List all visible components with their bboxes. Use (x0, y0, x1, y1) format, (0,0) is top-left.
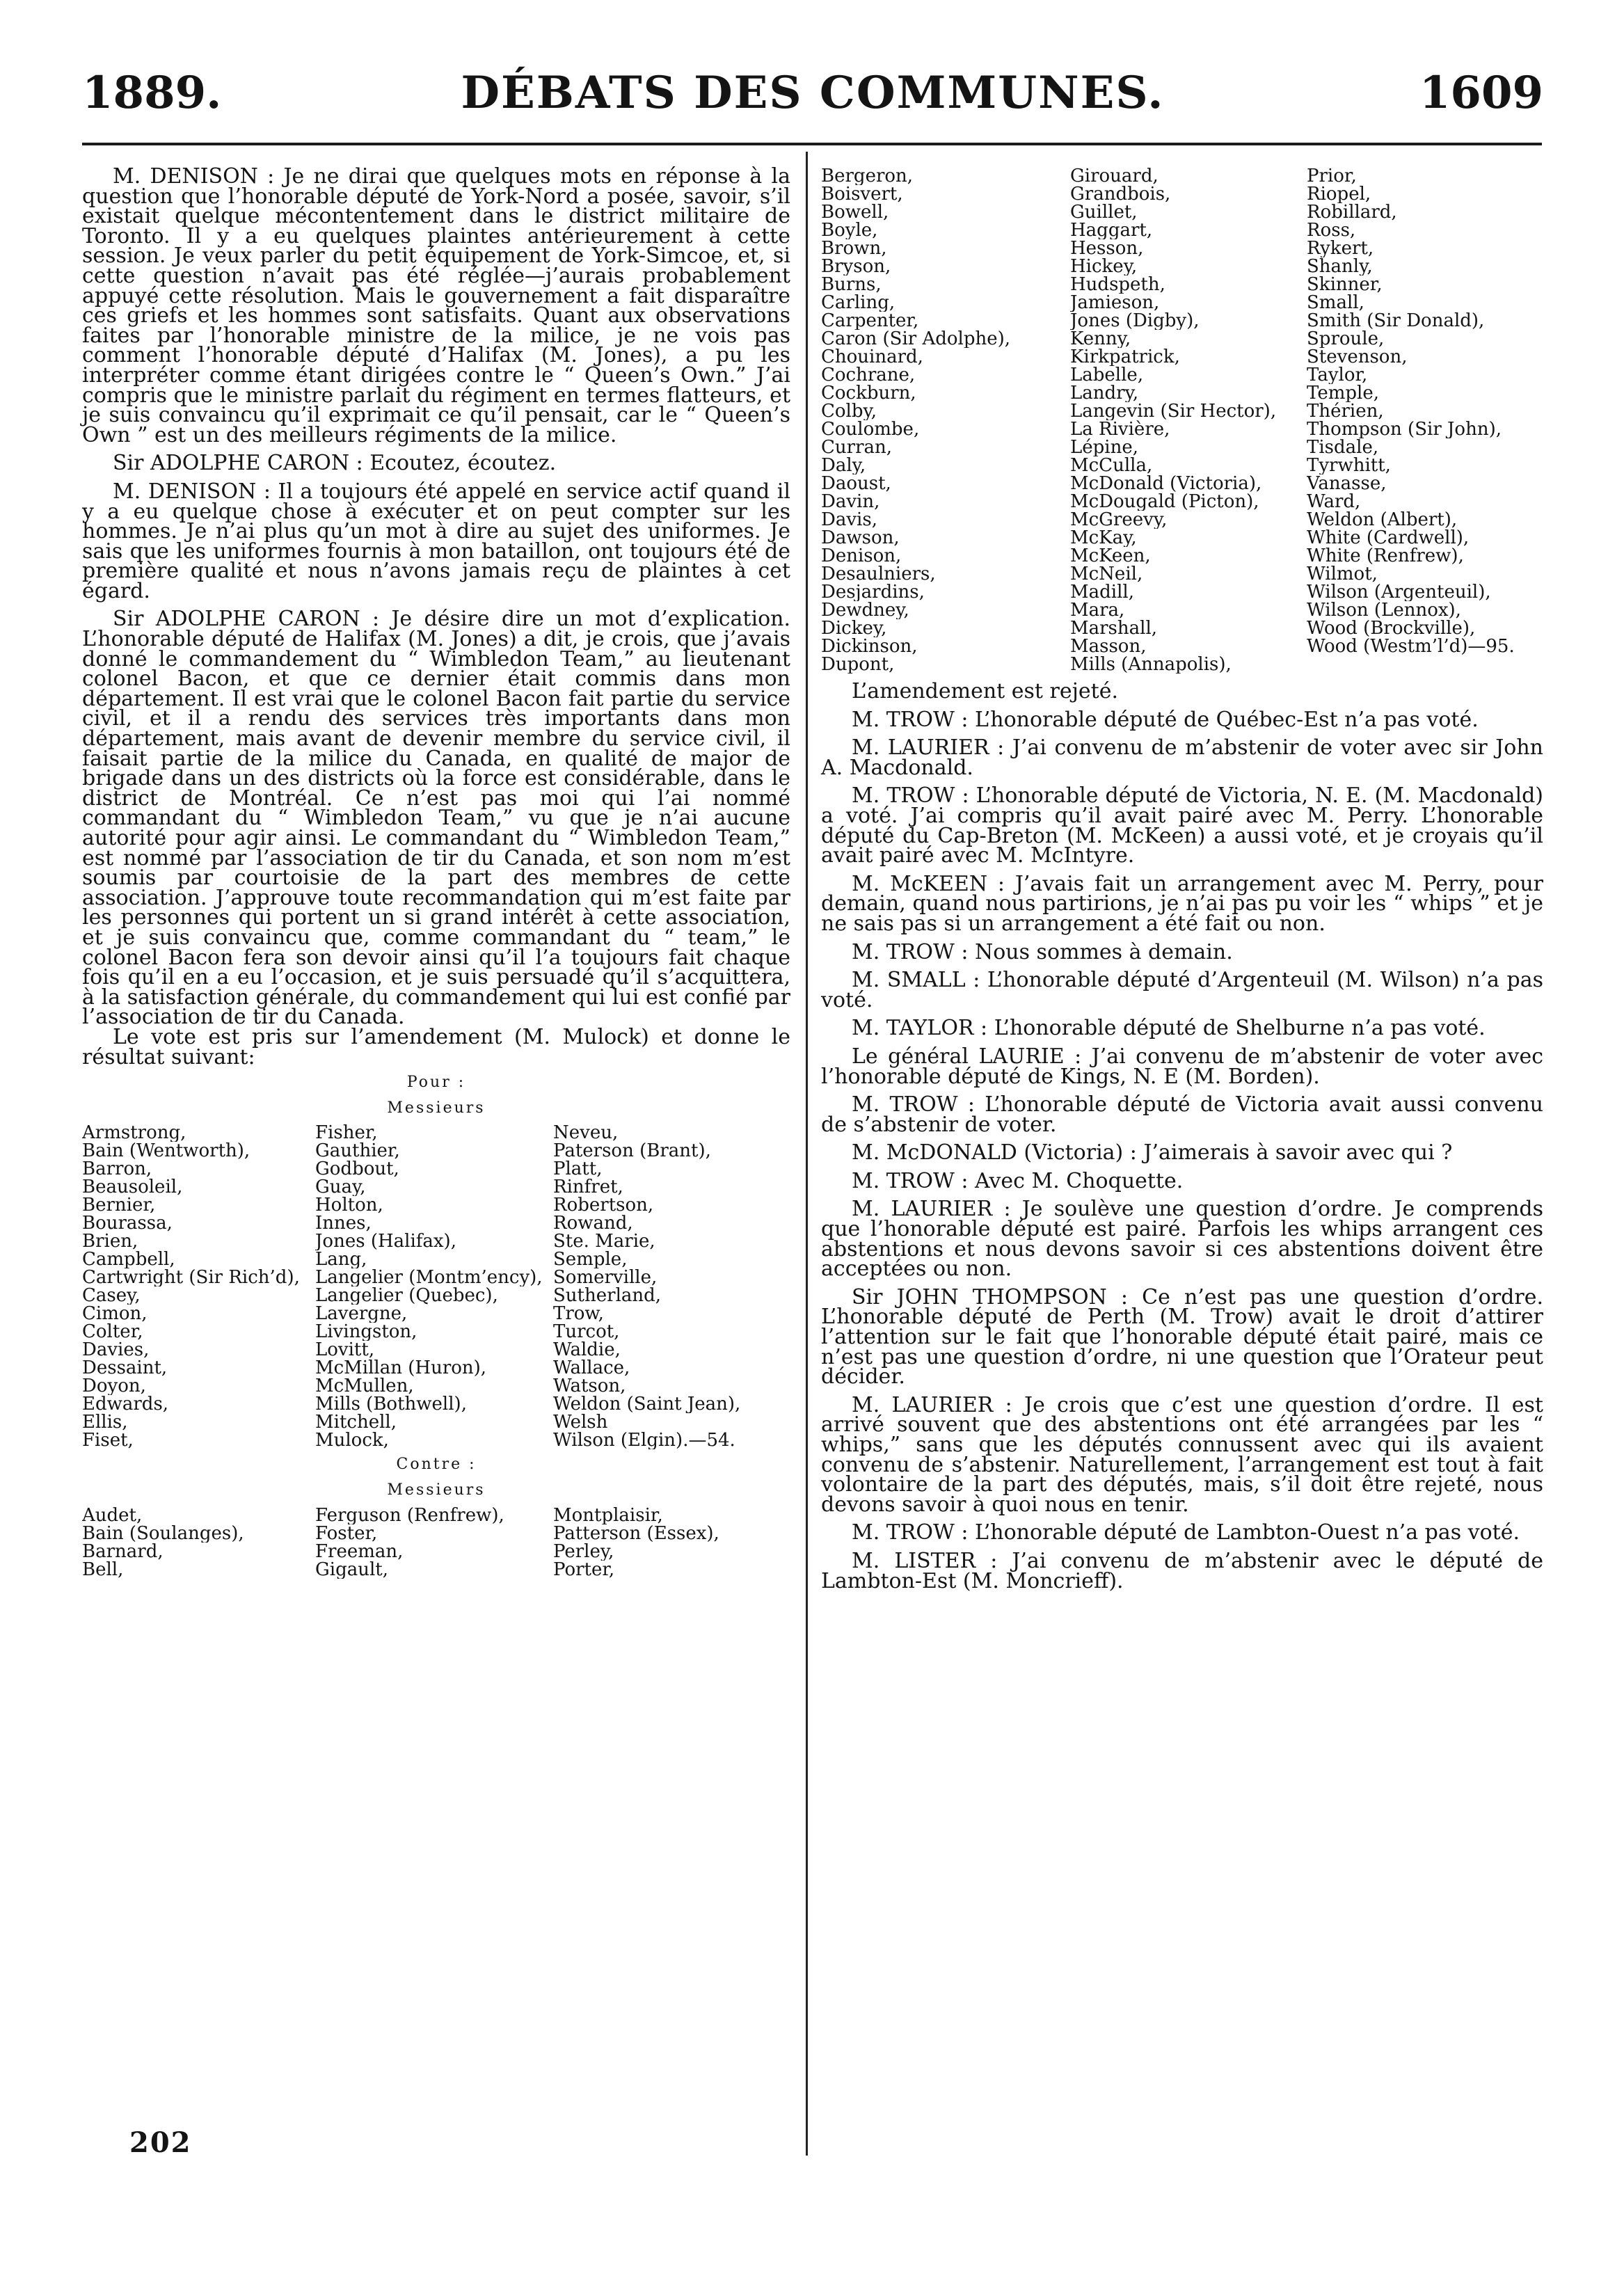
member-name: McDougald (Picton), (1070, 493, 1259, 511)
name-row (821, 312, 1543, 330)
name-row (82, 1323, 790, 1341)
member-name: Smith (Sir Donald), (1307, 312, 1485, 330)
member-name: Grandbois, (1070, 185, 1171, 203)
member-name: Madill, (1070, 583, 1134, 601)
vote-heading-pour: Pour : (406, 1074, 466, 1092)
paragraph: M. DENISON : Il a toujours été appelé en service actif quand il y a eu quelque chose à exécuter et on peut compter sur les hommes. Je n’ai plus qu’un mot à dire au sujet des uniformes. Je sais que les uniformes fournis à mon bataillon, ont toujours été de première qualité et nous n’avons jamais reçu de plaintes à cet égard. (82, 479, 790, 603)
member-name: Weldon (Albert), (1307, 511, 1458, 529)
vote-subheading: Messieurs (387, 1481, 486, 1499)
member-name: Montplaisir, (553, 1506, 663, 1524)
member-name: Taylor, (1307, 366, 1368, 384)
header-page-number: 1609 (1419, 67, 1543, 119)
member-name: Stevenson, (1307, 348, 1408, 366)
vote-heading-contre: Contre : (396, 1456, 477, 1474)
member-name: Ross, (1307, 221, 1356, 239)
member-name: Prior, (1307, 167, 1357, 185)
name-row (82, 1287, 790, 1305)
member-name: Bergeron, (821, 167, 914, 185)
member-name: Thérien, (1307, 402, 1384, 420)
member-name: Bryson, (821, 257, 891, 276)
member-name: Caron (Sir Adolphe), (821, 330, 1011, 348)
paragraph: M. TROW : L’honorable député de Victoria, N. E. (M. Macdonald) a voté. J’ai compris qu’il avait pairé avec M. Perry. L’honorable député du Cap-Breton (M. McKeen) a aussi voté, et je croyais qu’il avait pairé avec M. McIntyre. (821, 783, 1543, 868)
member-name: Temple, (1307, 384, 1379, 402)
member-name: Fisher, (315, 1124, 378, 1142)
member-name: Ellis, (82, 1413, 128, 1432)
left-column (82, 164, 790, 1579)
member-name: Mills (Bothwell), (315, 1395, 467, 1414)
member-name: Watson, (553, 1377, 626, 1396)
member-name: White (Renfrew), (1307, 547, 1464, 565)
name-row (821, 655, 1543, 674)
name-row (82, 1377, 790, 1395)
paragraph: M. LISTER : J’ai convenu de m’abstenir avec le député de Lambton-Est (M. Moncrieff). (821, 1548, 1543, 1593)
member-name: Bain (Wentworth), (82, 1142, 250, 1161)
member-name: Desaulniers, (821, 565, 936, 583)
member-name: Thompson (Sir John), (1307, 420, 1502, 438)
member-name: Jones (Halifax), (315, 1232, 456, 1251)
member-name: McKeen, (1070, 547, 1151, 565)
member-name: Boisvert, (821, 185, 903, 203)
member-name: Landry, (1070, 384, 1139, 402)
member-name: McDonald (Victoria), (1070, 475, 1262, 493)
member-name: Marshall, (1070, 619, 1158, 637)
member-name: McKay, (1070, 529, 1137, 547)
paragraph: M. TAYLOR : L’honorable député de Shelburne n’a pas voté. (852, 1016, 1486, 1041)
name-row (821, 493, 1543, 511)
member-name: Trow, (553, 1305, 604, 1323)
name-row (821, 529, 1543, 547)
member-name: Wilson (Elgin).—54. (553, 1431, 735, 1450)
member-name: Lovitt, (315, 1341, 375, 1360)
paragraph: Le général LAURIE : J’ai convenu de m’abstenir de voter avec l’honorable député de Kings, N. E (M. Borden). (821, 1044, 1543, 1089)
name-row (82, 1232, 790, 1250)
member-name: Denison, (821, 547, 902, 565)
paragraph: M. TROW : L’honorable député de Lambton-Ouest n’a pas voté. (852, 1520, 1520, 1545)
header-year: 1889. (82, 67, 222, 119)
name-row (821, 384, 1543, 402)
member-name: Wilson (Argenteuil), (1307, 583, 1491, 601)
member-name: Curran, (821, 438, 893, 456)
member-name: Skinner, (1307, 276, 1383, 294)
right-column (821, 167, 1543, 1591)
column-divider (806, 152, 808, 2156)
name-row (82, 1250, 790, 1268)
name-row (82, 1196, 790, 1214)
name-row (82, 1395, 790, 1413)
member-name: Armstrong, (82, 1124, 186, 1142)
member-name: Lépine, (1070, 438, 1139, 456)
member-name: Jamieson, (1070, 294, 1160, 312)
member-name: Wilmot, (1307, 565, 1378, 583)
member-name: Daly, (821, 456, 866, 475)
member-name: Lang, (315, 1250, 367, 1269)
name-row (82, 1561, 790, 1579)
member-name: Paterson (Brant), (553, 1142, 711, 1161)
member-name: Freeman, (315, 1542, 404, 1561)
member-name: Audet, (82, 1506, 143, 1524)
member-name: White (Cardwell), (1307, 529, 1470, 547)
member-name: Ward, (1307, 493, 1361, 511)
name-row (82, 1506, 790, 1524)
name-row (82, 1524, 790, 1543)
member-name: Riopel, (1307, 185, 1371, 203)
member-name: Hesson, (1070, 239, 1144, 257)
member-name: Haggart, (1070, 221, 1153, 239)
contre-names-table (82, 1506, 790, 1579)
member-name: Dickinson, (821, 637, 918, 655)
member-name: Dickey, (821, 619, 887, 637)
member-name: Vanasse, (1307, 475, 1387, 493)
member-name: Bowell, (821, 203, 889, 221)
name-row (821, 475, 1543, 493)
vote-subheading: Messieurs (387, 1099, 486, 1117)
name-row (821, 203, 1543, 221)
member-name: McGreevy, (1070, 511, 1168, 529)
paragraph: Sir JOHN THOMPSON : Ce n’est pas une question d’ordre. L’honorable député de Perth (M. Trow) avait le droit d’attirer l’attention sur le fait que l’honorable député était pairé, mais ce n’est pas une question d’ordre, ni une question que l’Orateur peut décider. (821, 1284, 1543, 1389)
member-name: Doyon, (82, 1377, 146, 1396)
member-name: Wood (Brockville), (1307, 619, 1476, 637)
name-row (82, 1124, 790, 1142)
page-header (82, 67, 1543, 122)
name-row (821, 601, 1543, 619)
member-name: Mills (Annapolis), (1070, 655, 1232, 674)
member-name: Cimon, (82, 1305, 148, 1323)
member-name: Langelier (Montm’ency), (315, 1268, 543, 1287)
member-name: Edwards, (82, 1395, 169, 1414)
member-name: Mulock, (315, 1431, 389, 1450)
member-name: Welsh (553, 1413, 608, 1432)
member-name: Bourassa, (82, 1214, 173, 1233)
name-row (821, 257, 1543, 276)
member-name: Somerville, (553, 1268, 658, 1287)
member-name: Rinfret, (553, 1178, 623, 1197)
member-name: McMullen, (315, 1377, 414, 1396)
name-row (82, 1178, 790, 1196)
paragraph: Le vote est pris sur l’amendement (M. Mulock) et donne le résultat suivant: (82, 1024, 790, 1069)
name-row (821, 456, 1543, 475)
member-name: Beausoleil, (82, 1178, 183, 1197)
member-name: Guay, (315, 1178, 366, 1197)
member-name: Tisdale, (1307, 438, 1379, 456)
name-row (821, 294, 1543, 312)
name-row (82, 1543, 790, 1561)
paragraph: M. TROW : L’honorable député de Victoria avait aussi convenu de s’abstenir de voter. (821, 1092, 1543, 1137)
header-rule (82, 143, 1542, 145)
paragraph: M. TROW : L’honorable député de Québec-Est n’a pas voté. (852, 707, 1479, 732)
paragraph: M. LAURIER : J’ai convenu de m’abstenir de voter avec sir John A. Macdonald. (821, 735, 1543, 780)
member-name: Small, (1307, 294, 1364, 312)
name-row (82, 1160, 790, 1178)
member-name (1307, 655, 1543, 674)
member-name: Guillet, (1070, 203, 1138, 221)
member-name: Hickey, (1070, 257, 1138, 276)
member-name: Langelier (Quebec), (315, 1287, 498, 1305)
member-name: Bell, (82, 1560, 124, 1579)
member-name: Mara, (1070, 601, 1125, 619)
member-name: McMillan (Huron), (315, 1359, 487, 1378)
name-row (821, 167, 1543, 185)
member-name: Ferguson (Renfrew), (315, 1506, 504, 1524)
member-name: Livingston, (315, 1323, 417, 1341)
paragraph: M. DENISON : Je ne dirai que quelques mots en réponse à la question que l’honorable député de York-Nord a posée, savoir, s’il existait quelque mécontentement dans le district militaire de Toronto. Il y a eu quelques plaintes antérieurement à cette session. Je veux parler du petit équipement de York-Simcoe, et, si cette question n’avait pas été réglée—j’aurais probablement appuyé cette résolution. Mais le gouvernement a fait disparaître ces griefs et les hommes sont satisfaits. Quant aux observations faites par l’honorable ministre de la milice, je ne vois pas comment l’honorable député d’Halifax (M. Jones), a pu les interpréter comme étant dirigées contre le “ Queen’s Own.” J’ai compris que le ministre parlait du régiment en termes flatteurs, et je suis convaincu qu’il exprimait ce qu’il pensait, car le “ Queen’s Own ” est un des meilleurs régiments de la milice. (82, 164, 790, 447)
member-name: Cockburn, (821, 384, 916, 402)
member-name: Kenny, (1070, 330, 1131, 348)
member-name: Girouard, (1070, 167, 1159, 185)
member-name: Weldon (Saint Jean), (553, 1395, 741, 1414)
paragraph: M. TROW : Nous sommes à demain. (852, 939, 1233, 964)
member-name: Sutherland, (553, 1287, 662, 1305)
member-name: Rykert, (1307, 239, 1374, 257)
member-name: Shanly, (1307, 257, 1373, 276)
name-row (821, 366, 1543, 384)
member-name: McNeil, (1070, 565, 1143, 583)
member-name: Patterson (Essex), (553, 1524, 719, 1543)
name-row (821, 637, 1543, 655)
member-name: Carling, (821, 294, 895, 312)
name-row (821, 276, 1543, 294)
name-row (82, 1341, 790, 1359)
member-name: Gigault, (315, 1560, 389, 1579)
name-row (821, 239, 1543, 257)
name-row (821, 565, 1543, 583)
member-name: Colter, (82, 1323, 143, 1341)
member-name: Wilson (Lennox), (1307, 601, 1461, 619)
member-name: Barron, (82, 1160, 152, 1179)
member-name: Dewdney, (821, 601, 909, 619)
member-name: Masson, (1070, 637, 1147, 655)
member-name: Robillard, (1307, 203, 1397, 221)
member-name: Langevin (Sir Hector), (1070, 402, 1277, 420)
member-name: Desjardins, (821, 583, 925, 601)
member-name: Casey, (82, 1287, 141, 1305)
member-name: Bernier, (82, 1196, 156, 1215)
pour-names-table (82, 1124, 790, 1449)
member-name: Foster, (315, 1524, 378, 1543)
paragraph: M. TROW : Avec M. Choquette. (852, 1168, 1184, 1193)
member-name: Labelle, (1070, 366, 1144, 384)
member-name: Holton, (315, 1196, 383, 1215)
name-row (82, 1431, 790, 1449)
member-name: Robertson, (553, 1196, 654, 1215)
member-name: Dessaint, (82, 1359, 168, 1378)
paragraph: M. LAURIER : Je crois que c’est une question d’ordre. Il est arrivé souvent que des abstentions ont été arrangées par les “ whips,” sans que les députés connussent avec qui ils avaient convenu de s’abstenir. Naturellement, l’arrangement est tout à fait volontaire de la part des députés, mais, s’il doit être rejeté, nous devons savoir à quoi nous en tenir. (821, 1392, 1543, 1517)
member-name: Lavergne, (315, 1305, 408, 1323)
member-name: Hudspeth, (1070, 276, 1165, 294)
header-title: DÉBATS DES COMMUNES. (461, 67, 1165, 119)
member-name: Brown, (821, 239, 887, 257)
name-row (82, 1268, 790, 1287)
name-row (82, 1142, 790, 1160)
member-name: Dupont, (821, 655, 895, 674)
member-name: Campbell, (82, 1250, 175, 1269)
member-name: Innes, (315, 1214, 372, 1233)
member-name: Boyle, (821, 221, 878, 239)
paragraph: Sir ADOLPHE CARON : Je désire dire un mot d’explication. L’honorable député de Halifax (M. Jones) a dit, je crois, que j’avais donné le commandement du “ Wimbledon Team,” au lieutenant colonel Bacon, et que ce dernier était commis dans mon département. Il est vrai que le colonel Bacon fait partie du service civil, et il a rendu des services très importants dans mon département, mais avant de devenir membre du service civil, il faisait partie de la milice du Canada, en qualité de major de brigade dans un des districts où la force est considérable, dans le district de Montréal. Ce n’est pas moi qui l’ai nommé commandant du “ Wimbledon Team,” vu que je n’ai aucune autorité pour agir ainsi. Le commandant du “ Wimbledon Team,” est nommé par l’association de tir du Canada, et son nom m’est soumis par courtoisie de la part des membres de cette association. J’approuve toute recommandation qui m’est faite par les personnes qui portent un si grand intérêt à cette association, et je suis convaincu que, comme commandant du “ team,” le colonel Bacon fera son devoir ainsi qu’il l’a toujours fait chaque fois qu’il en a eu l’occasion, et je suis persuadé qu’il s’acquittera, à la satisfaction générale, du commandement qui lui est confié par l’association de tir du Canada. (82, 607, 790, 1030)
member-name: Carpenter, (821, 312, 919, 330)
member-name: Bain (Soulanges), (82, 1524, 244, 1543)
member-name: Waldie, (553, 1341, 621, 1360)
name-row (821, 402, 1543, 420)
paragraph: M. McDONALD (Victoria) : J’aimerais à savoir avec qui ? (852, 1140, 1453, 1165)
member-name: Sproule, (1307, 330, 1385, 348)
member-name: Perley, (553, 1542, 614, 1561)
member-name: Kirkpatrick, (1070, 348, 1180, 366)
member-name: Burns, (821, 276, 882, 294)
member-name: Davis, (821, 511, 877, 529)
member-name: Fiset, (82, 1431, 134, 1450)
member-name: Porter, (553, 1560, 615, 1579)
name-row (821, 348, 1543, 366)
name-row (821, 185, 1543, 203)
member-name: Davin, (821, 493, 880, 511)
member-name: Daoust, (821, 475, 891, 493)
paragraph: L’amendement est rejeté. (852, 679, 1118, 703)
member-name: Davies, (82, 1341, 150, 1360)
name-row (821, 547, 1543, 565)
member-name: McCulla, (1070, 456, 1153, 475)
paragraph: M. SMALL : L’honorable député d’Argenteuil (M. Wilson) n’a pas voté. (821, 968, 1543, 1012)
paragraph: M. McKEEN : J’avais fait un arrangement avec M. Perry, pour demain, quand nous partirions, je n’ai pas pu voir les “ whips ” et je ne sais pas si un arrangement a été fait ou non. (821, 871, 1543, 936)
name-row (82, 1214, 790, 1232)
member-name: Turcot, (553, 1323, 620, 1341)
member-name: Cochrane, (821, 366, 916, 384)
member-name: Tyrwhitt, (1307, 456, 1391, 475)
member-name: Semple, (553, 1250, 628, 1269)
member-name: Cartwright (Sir Rich’d), (82, 1268, 300, 1287)
member-name: Barnard, (82, 1542, 164, 1561)
name-row (821, 583, 1543, 601)
member-name: Coulombe, (821, 420, 920, 438)
member-name: La Rivière, (1070, 420, 1170, 438)
member-name: Mitchell, (315, 1413, 397, 1432)
member-name: Colby, (821, 402, 877, 420)
paragraph: Sir ADOLPHE CARON : Ecoutez, écoutez. (113, 451, 557, 476)
contre-names-table-continued (821, 167, 1543, 674)
name-row (821, 330, 1543, 348)
member-name: Ste. Marie, (553, 1232, 655, 1251)
name-row (82, 1359, 790, 1377)
member-name: Brien, (82, 1232, 138, 1251)
name-row (821, 438, 1543, 456)
name-row (821, 511, 1543, 529)
member-name: Platt, (553, 1160, 603, 1179)
member-name: Rowand, (553, 1214, 633, 1233)
folio-number: 202 (129, 2126, 192, 2159)
member-name: Chouinard, (821, 348, 923, 366)
member-name: Gauthier, (315, 1142, 400, 1161)
name-row (82, 1305, 790, 1323)
paragraph: M. LAURIER : Je soulève une question d’ordre. Je comprends que l’honorable député est pairé. Parfois les whips arrangent ces abstentions et nous devons savoir si ces abstentions doivent être acceptées ou non. (821, 1197, 1543, 1282)
name-row (82, 1413, 790, 1431)
member-name: Neveu, (553, 1124, 619, 1142)
member-name: Wallace, (553, 1359, 630, 1378)
member-name: Wood (Westm’l’d)—95. (1307, 637, 1515, 655)
member-name: Godbout, (315, 1160, 399, 1179)
name-row (821, 221, 1543, 239)
name-row (821, 420, 1543, 438)
member-name: Dawson, (821, 529, 900, 547)
member-name: Jones (Digby), (1070, 312, 1200, 330)
name-row (821, 619, 1543, 637)
